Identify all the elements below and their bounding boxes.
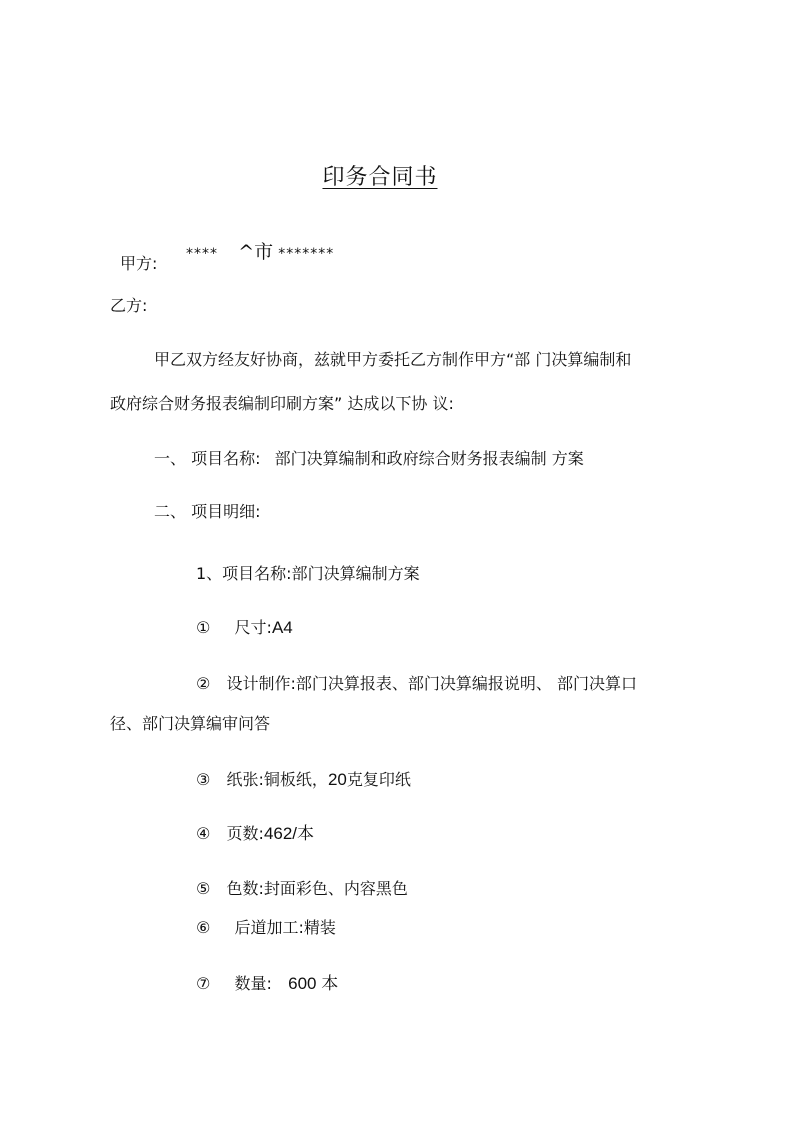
detail-marker: ⑦ <box>196 974 211 993</box>
detail-value: 600 本 <box>288 974 339 993</box>
detail-colors <box>196 879 408 899</box>
intro-line-1: 甲乙双方经友好协商，兹就甲方委托乙方制作甲方“部 门决算编制和 <box>154 350 632 369</box>
document-title <box>0 164 760 192</box>
detail-label: 纸张:铜板纸， <box>226 770 328 789</box>
detail-label: 色数:封面彩色、内容黑色 <box>226 879 408 898</box>
detail-design <box>196 674 637 694</box>
party-a-name-prefix: **** <box>186 246 218 262</box>
detail-suffix: 克复印纸 <box>346 770 411 789</box>
detail-value: A4 <box>271 618 293 637</box>
section-1 <box>154 449 584 469</box>
detail-finishing <box>196 918 336 938</box>
party-a-label: 甲方: <box>120 254 158 273</box>
detail-paper <box>196 770 411 790</box>
party-a-name <box>186 242 334 264</box>
detail-marker: ③ <box>196 770 211 789</box>
detail-marker: ⑤ <box>196 879 211 898</box>
party-a-name-suffix: ******* <box>278 246 335 262</box>
party-a-name-city: ^市 <box>238 241 274 263</box>
detail-label: 数量: <box>234 974 272 993</box>
section-1-value: 部门决算编制和政府综合财务报表编制 方案 <box>274 449 584 468</box>
detail-label: 后道加工:精装 <box>234 918 336 937</box>
party-b-label: 乙方: <box>110 296 148 315</box>
document-title-text: 印务合同书 <box>322 165 438 190</box>
detail-value: 462/本 <box>263 824 315 843</box>
intro-line-2: 政府综合财务报表编制印刷方案” 达成以下协 议: <box>110 394 454 413</box>
detail-marker: ② <box>196 674 211 693</box>
detail-marker: ⑥ <box>196 918 211 937</box>
detail-design-continued: 径、部门决算编审问答 <box>110 714 271 733</box>
detail-label: 页数: <box>226 824 264 843</box>
detail-pages <box>196 824 314 844</box>
detail-label: 设计制作:部门决算报表、部门决算编报说明、 部门决算口 <box>226 674 638 693</box>
item-1-label: 1、项目名称:部门决算编制方案 <box>196 564 420 583</box>
detail-marker: ④ <box>196 824 211 843</box>
detail-label: 尺寸: <box>234 618 272 637</box>
detail-marker: ① <box>196 618 211 637</box>
detail-value: 20 <box>327 770 347 789</box>
section-2-heading: 二、 项目明细: <box>154 502 261 521</box>
detail-size <box>196 618 293 638</box>
detail-quantity <box>196 974 338 994</box>
section-1-heading: 一、 项目名称: <box>154 449 261 468</box>
